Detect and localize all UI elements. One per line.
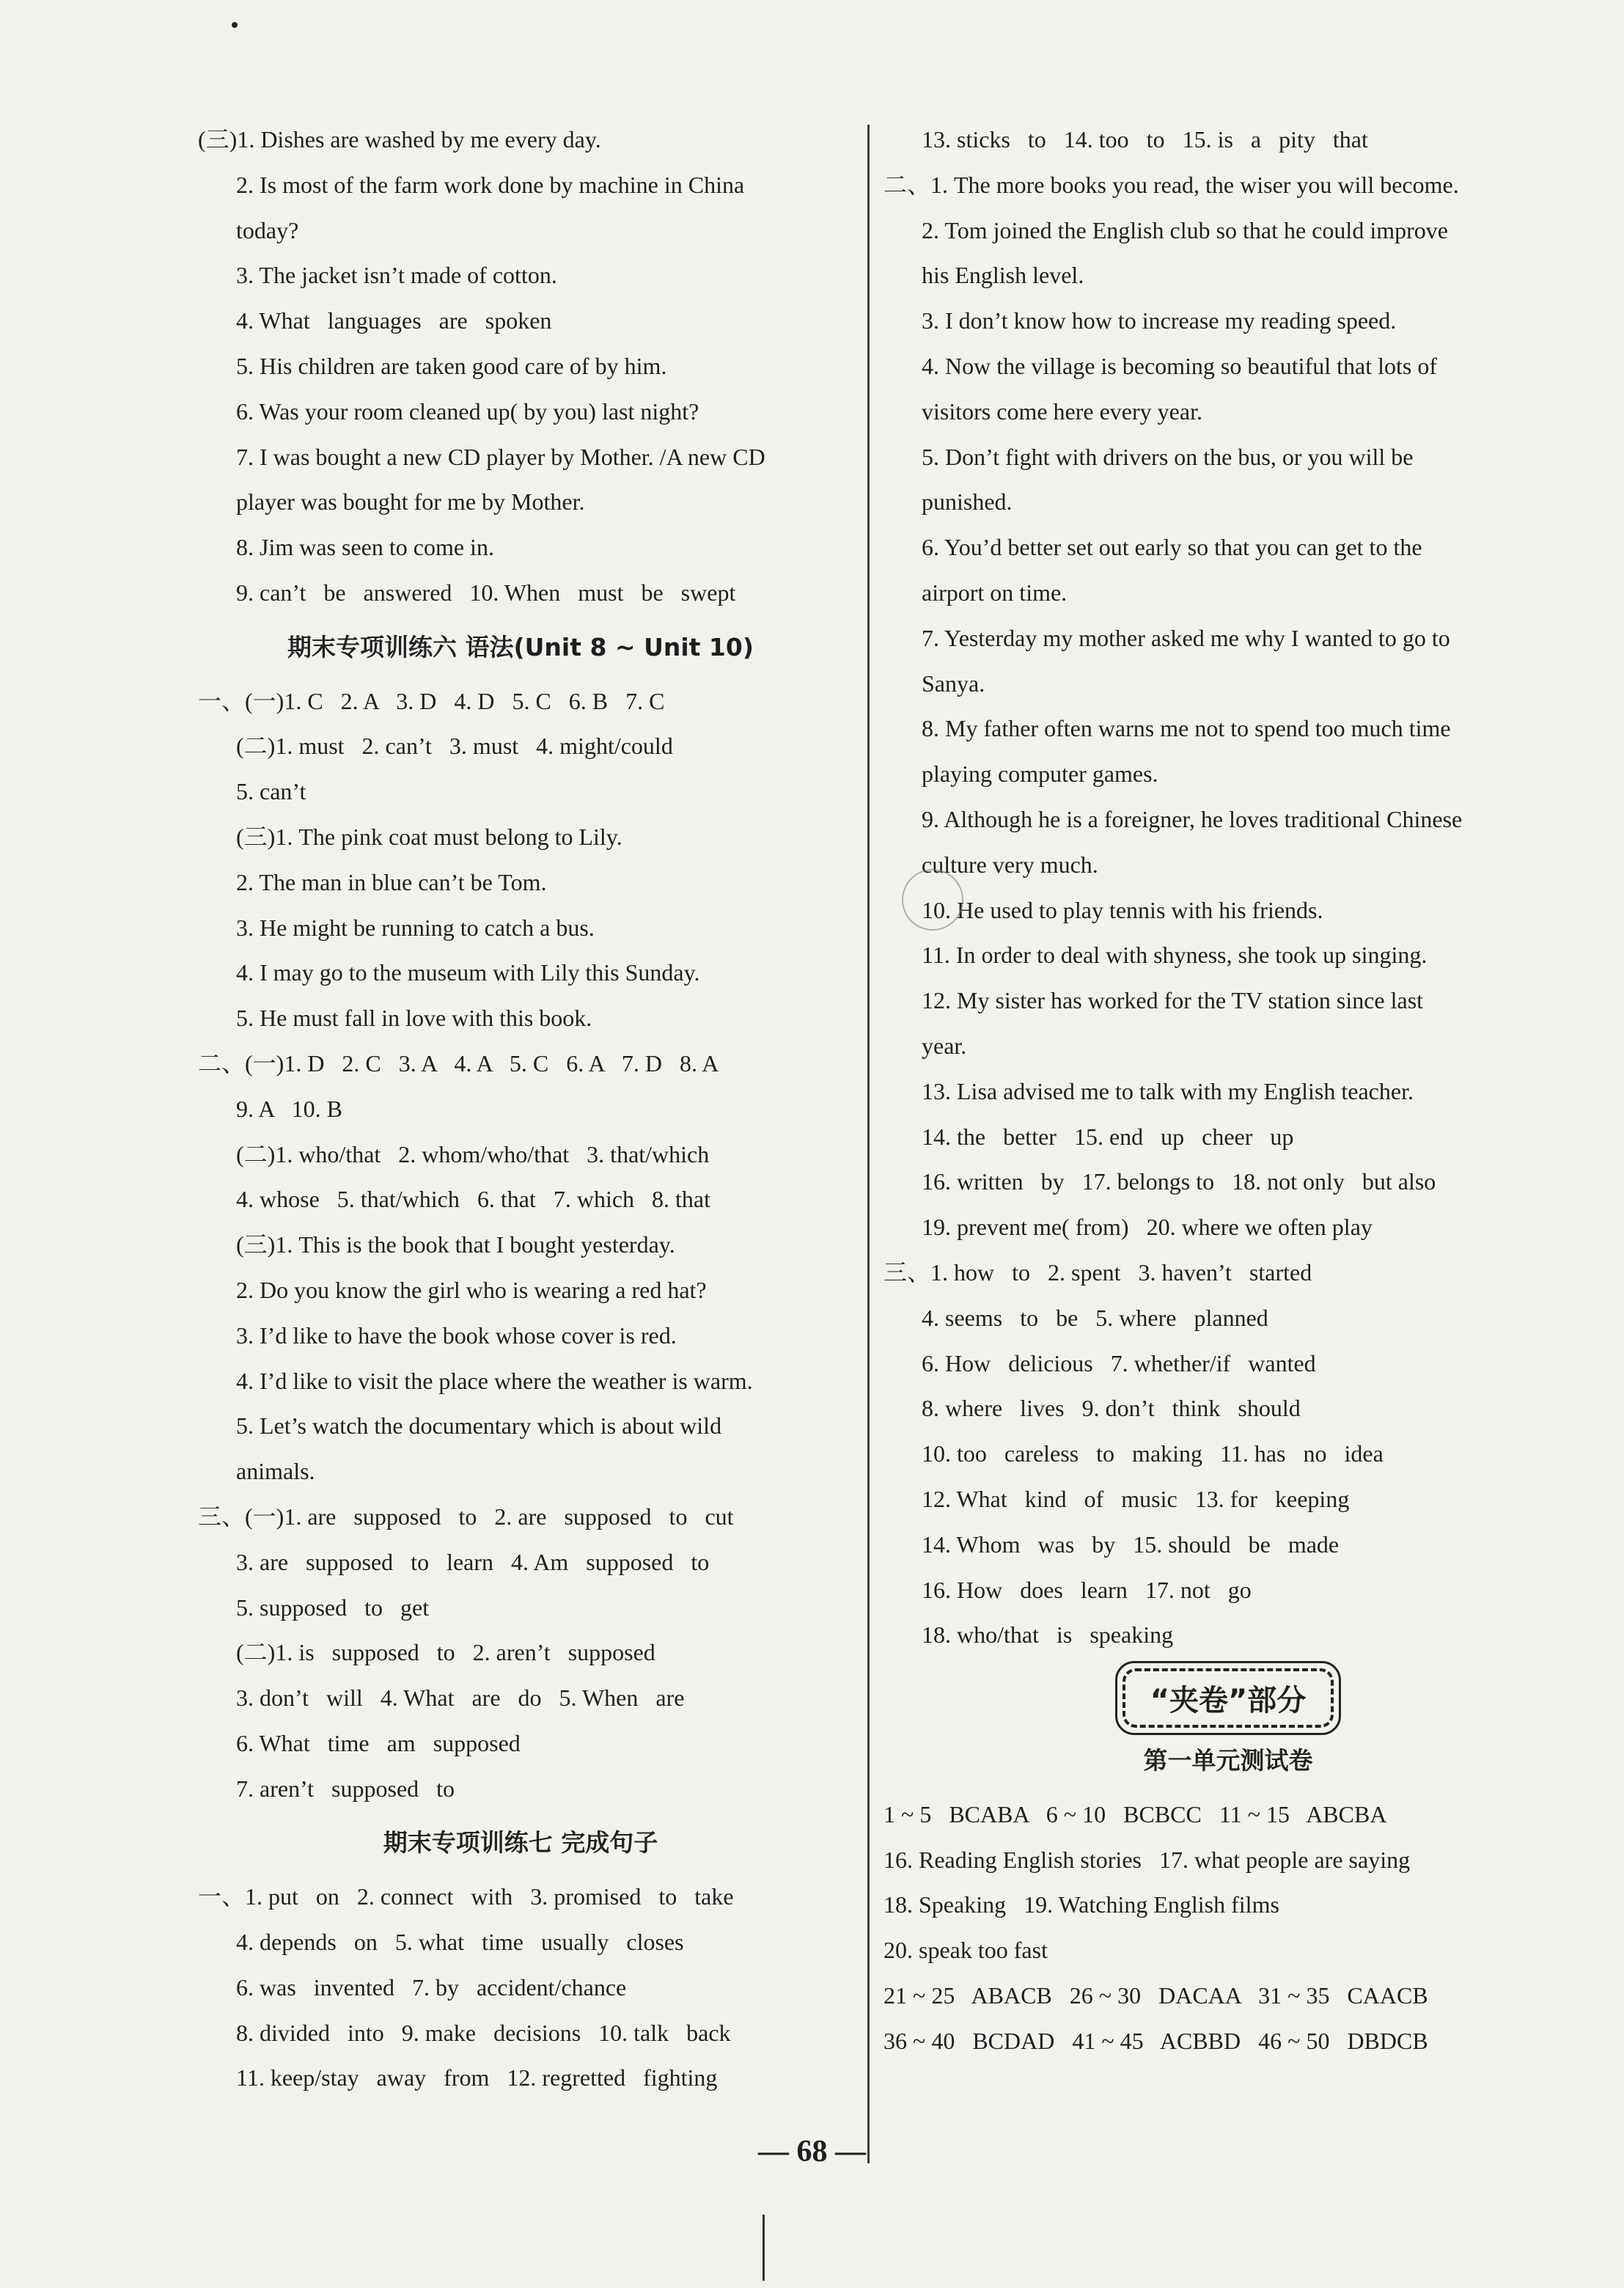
- answer-line: year.: [922, 1032, 967, 1059]
- answer-line: 6. What time am supposed: [236, 1729, 521, 1756]
- answer-line: 5. can’t: [236, 778, 306, 805]
- section-heading: 期末专项训练六 语法(Unit 8 ~ Unit 10): [287, 632, 754, 661]
- answer-line: visitors come here every year.: [922, 397, 1202, 425]
- answer-line: 4. Now the village is becoming so beautiful that lots of: [922, 352, 1437, 379]
- insert-section-banner: [883, 1668, 1573, 1728]
- answer-line: 2. Is most of the farm work done by machine in China: [236, 171, 745, 198]
- answer-line: 三、(一)1. are supposed to 2. are supposed to cut: [198, 1503, 734, 1530]
- answer-line: 3. are supposed to learn 4. Am supposed to: [236, 1548, 710, 1575]
- answer-line: 3. I don’t know how to increase my reading speed.: [922, 307, 1397, 334]
- answer-line: airport on time.: [922, 579, 1068, 606]
- answer-line: 14. the better 15. end up cheer up: [922, 1123, 1294, 1150]
- answer-line: 9. Although he is a foreigner, he loves traditional Chinese: [922, 805, 1463, 832]
- answer-line: 3. The jacket isn’t made of cotton.: [236, 262, 557, 289]
- answer-line: 一、1. put on 2. connect with 3. promised to take: [198, 1883, 734, 1910]
- answer-line: 7. aren’t supposed to: [236, 1775, 455, 1802]
- section-heading: 期末专项训练七 完成句子: [383, 1828, 658, 1858]
- column-divider: [867, 125, 870, 2163]
- answer-line: 3. don’t will 4. What are do 5. When are: [236, 1684, 685, 1712]
- answer-line: (三)1. This is the book that I bought yesterday.: [236, 1231, 675, 1258]
- answer-line: today?: [236, 216, 299, 243]
- answer-line: 16. written by 17. belongs to 18. not only but also: [922, 1168, 1436, 1195]
- answer-line: his English level.: [922, 262, 1084, 289]
- binding-mark: [763, 2215, 765, 2281]
- page-number: — 68 —: [758, 2135, 866, 2168]
- answer-line: 4. I’d like to visit the place where the weather is warm.: [236, 1367, 753, 1394]
- answer-line: 18. Speaking 19. Watching English films: [883, 1891, 1279, 1918]
- left-column: [198, 117, 843, 2101]
- right-column: [883, 117, 1573, 2064]
- answer-line: culture very much.: [922, 851, 1098, 878]
- answer-line: 12. My sister has worked for the TV station since last: [922, 987, 1424, 1014]
- stamp-seal-mark: [902, 869, 963, 931]
- answer-line: 8. Jim was seen to come in.: [236, 534, 494, 561]
- answer-line: 13. sticks to 14. too to 15. is a pity that: [922, 126, 1368, 153]
- section-heading: 第一单元测试卷: [1143, 1746, 1313, 1775]
- answer-line: 11. keep/stay away from 12. regretted fighting: [236, 2064, 718, 2091]
- answer-line: 4. whose 5. that/which 6. that 7. which 8. that: [236, 1186, 711, 1213]
- answer-line: 3. He might be running to catch a bus.: [236, 914, 595, 941]
- answer-line: animals.: [236, 1458, 315, 1485]
- answer-line: 36 ~ 40 BCDAD 41 ~ 45 ACBBD 46 ~ 50 DBDCB: [883, 2027, 1428, 2054]
- answer-line: (三)1. The pink coat must belong to Lily.: [236, 823, 622, 850]
- answer-line: player was bought for me by Mother.: [236, 488, 585, 516]
- answer-line: 5. Let’s watch the documentary which is about wild: [236, 1412, 722, 1440]
- answer-line: 5. He must fall in love with this book.: [236, 1005, 592, 1032]
- answer-line: Sanya.: [922, 670, 985, 697]
- answer-line: 3. I’d like to have the book whose cover is red.: [236, 1321, 677, 1349]
- answer-line: 10. He used to play tennis with his friends.: [922, 896, 1323, 923]
- answer-line: (三)1. Dishes are washed by me every day.: [198, 126, 601, 153]
- answer-line: 1 ~ 5 BCABA 6 ~ 10 BCBCC 11 ~ 15 ABCBA: [883, 1800, 1387, 1827]
- answer-line: 5. His children are taken good care of by him.: [236, 352, 667, 379]
- answer-line: 21 ~ 25 ABACB 26 ~ 30 DACAA 31 ~ 35 CAACB: [883, 1982, 1428, 2009]
- answer-line: playing computer games.: [922, 760, 1158, 788]
- answer-line: 5. Don’t fight with drivers on the bus, or you will be: [922, 443, 1414, 470]
- answer-line: 6. was invented 7. by accident/chance: [236, 1973, 627, 2001]
- answer-line: 2. The man in blue can’t be Tom.: [236, 868, 547, 895]
- answer-line: 4. depends on 5. what time usually closes: [236, 1929, 684, 1956]
- answer-line: 二、(一)1. D 2. C 3. A 4. A 5. C 6. A 7. D 8. A: [198, 1049, 719, 1077]
- answer-line: 20. speak too fast: [883, 1937, 1048, 1964]
- answer-line: (二)1. is supposed to 2. aren’t supposed: [236, 1639, 655, 1666]
- answer-line: 18. who/that is speaking: [922, 1621, 1174, 1649]
- answer-line: 4. I may go to the museum with Lily this Sunday.: [236, 959, 700, 986]
- answer-line: 一、(一)1. C 2. A 3. D 4. D 5. C 6. B 7. C: [198, 687, 665, 714]
- answer-line: 12. What kind of music 13. for keeping: [922, 1485, 1350, 1512]
- answer-line: 8. where lives 9. don’t think should: [922, 1395, 1301, 1422]
- answer-line: 二、1. The more books you read, the wiser you will become.: [883, 171, 1459, 198]
- answer-line: 9. can’t be answered 10. When must be swept: [236, 579, 736, 606]
- answer-line: 5. supposed to get: [236, 1594, 430, 1621]
- answer-line: 6. You’d better set out early so that you can get to the: [922, 534, 1422, 561]
- answer-line: 8. My father often warns me not to spend too much time: [922, 715, 1451, 742]
- answer-line: (二)1. who/that 2. whom/who/that 3. that/which: [236, 1140, 710, 1167]
- answer-line: 7. I was bought a new CD player by Mother. /A new CD: [236, 443, 765, 470]
- answer-line: 16. How does learn 17. not go: [922, 1576, 1252, 1603]
- answer-line: 4. What languages are spoken: [236, 307, 552, 334]
- answer-line: 19. prevent me( from) 20. where we often play: [922, 1214, 1373, 1241]
- answer-line: 13. Lisa advised me to talk with my English teacher.: [922, 1077, 1414, 1104]
- answer-line: 6. Was your room cleaned up( by you) last night?: [236, 397, 699, 425]
- answer-line: 三、1. how to 2. spent 3. haven’t started: [883, 1258, 1312, 1286]
- answer-line: (二)1. must 2. can’t 3. must 4. might/could: [236, 733, 673, 760]
- answer-line: 2. Do you know the girl who is wearing a red hat?: [236, 1276, 707, 1303]
- answer-line: 10. too careless to making 11. has no idea: [922, 1440, 1384, 1467]
- answer-line: 4. seems to be 5. where planned: [922, 1304, 1268, 1331]
- answer-line: punished.: [922, 488, 1013, 516]
- answer-line: 6. How delicious 7. whether/if wanted: [922, 1349, 1316, 1376]
- answer-line: 2. Tom joined the English club so that he could improve: [922, 216, 1448, 243]
- answer-line: 8. divided into 9. make decisions 10. talk back: [236, 2019, 731, 2046]
- answer-line: 16. Reading English stories 17. what people are saying: [883, 1846, 1411, 1873]
- answer-line: 7. Yesterday my mother asked me why I wanted to go to: [922, 624, 1450, 651]
- answer-line: 11. In order to deal with shyness, she took up singing.: [922, 942, 1428, 969]
- answer-line: 14. Whom was by 15. should be made: [922, 1530, 1340, 1558]
- ink-dot: [232, 22, 238, 28]
- insert-section-label: “夹卷”部分: [1123, 1668, 1334, 1728]
- answer-line: 9. A 10. B: [236, 1095, 342, 1122]
